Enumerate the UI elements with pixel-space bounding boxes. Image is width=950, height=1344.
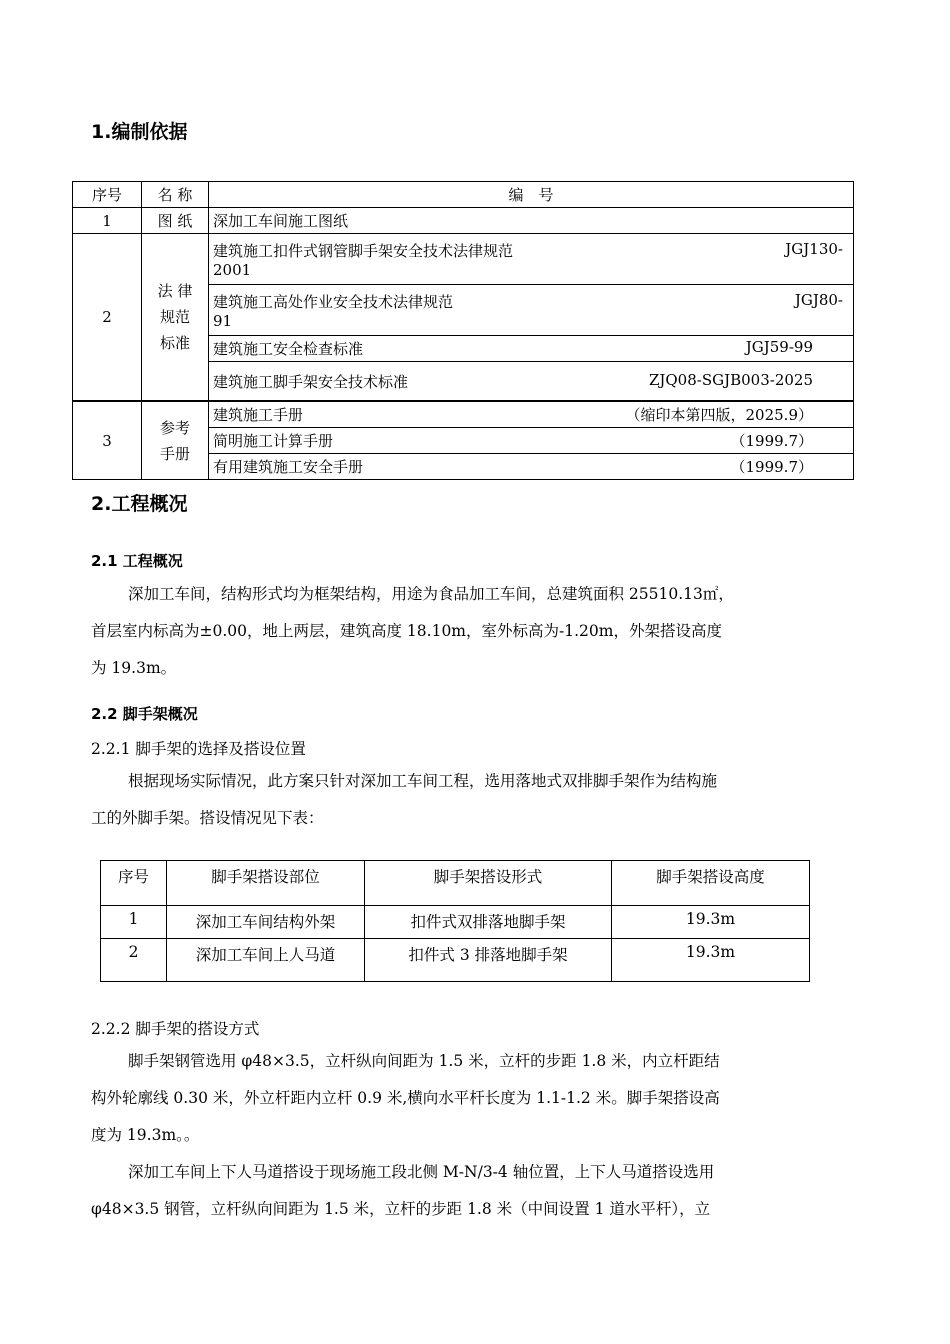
cell: 扣件式 3 排落地脚手架 bbox=[365, 939, 612, 982]
paragraph-line: 为 19.3m。 bbox=[91, 659, 177, 677]
header-cell: 脚手架搭设高度 bbox=[612, 861, 810, 906]
item-code: JGJ80- bbox=[794, 290, 843, 309]
cell: 扣件式双排落地脚手架 bbox=[365, 906, 612, 939]
cell: 2 bbox=[101, 939, 167, 982]
paragraph bbox=[91, 576, 871, 687]
header-cell: 名 称 bbox=[142, 182, 209, 208]
section-title: 2.工程概况 bbox=[91, 493, 188, 515]
cell-name bbox=[142, 401, 209, 480]
header-cell: 脚手架搭设形式 bbox=[365, 861, 612, 906]
cell-item bbox=[209, 454, 854, 480]
cell-item bbox=[209, 234, 854, 285]
table-row bbox=[73, 234, 854, 285]
scaffold-table bbox=[100, 860, 810, 982]
item-code-wrap: 91 bbox=[213, 311, 233, 330]
paragraph-line: 首层室内标高为±0.00，地上两层，建筑高度 18.10m，室外标高为-1.20m，外架搭设高度 bbox=[91, 622, 722, 640]
cell: 1 bbox=[101, 906, 167, 939]
header-cell: 编 号 bbox=[209, 182, 854, 208]
item-code: （1999.7） bbox=[730, 432, 813, 450]
cell-item bbox=[209, 285, 854, 336]
header-cell: 序号 bbox=[73, 182, 142, 208]
subsection-title: 2.2.2 脚手架的搭设方式 bbox=[91, 1020, 260, 1038]
subsection-title: 2.1 工程概况 bbox=[91, 552, 183, 570]
cell-no: 1 bbox=[73, 208, 142, 234]
header-cell: 序号 bbox=[101, 861, 167, 906]
subsection-title: 2.2.1 脚手架的选择及搭设位置 bbox=[91, 740, 306, 758]
header-cell: 脚手架搭设部位 bbox=[167, 861, 365, 906]
name-line: 规范 bbox=[159, 308, 190, 326]
cell-name: 图 纸 bbox=[142, 208, 209, 234]
paragraph-line: 工的外脚手架。搭设情况见下表： bbox=[91, 809, 324, 827]
name-line: 手册 bbox=[159, 444, 190, 463]
cell-item bbox=[209, 336, 854, 362]
cell: 19.3m bbox=[612, 906, 810, 939]
item-code-wrap: 2001 bbox=[213, 260, 252, 279]
name-line: 标准 bbox=[159, 334, 190, 352]
item-text: 建筑施工安全检查标准 bbox=[213, 340, 364, 358]
basis-table bbox=[72, 181, 854, 480]
cell-item bbox=[209, 428, 854, 454]
table-row bbox=[101, 939, 810, 982]
cell: 深加工车间结构外架 bbox=[167, 906, 365, 939]
paragraph-line: 构外轮廓线 0.30 米，外立杆距内立杆 0.9 米,横向水平杆长度为 1.1-1.2 米。脚手架搭设高 bbox=[91, 1089, 720, 1107]
table-row bbox=[73, 401, 854, 428]
cell-no: 3 bbox=[73, 401, 142, 480]
cell-item bbox=[209, 362, 854, 402]
item-code: （缩印本第四版，2025.9） bbox=[625, 406, 813, 424]
table-row bbox=[101, 906, 810, 939]
section-title: 1.编制依据 bbox=[91, 121, 188, 143]
table-row bbox=[73, 208, 854, 234]
item-text: 建筑施工手册 bbox=[213, 406, 304, 424]
item-text: 简明施工计算手册 bbox=[213, 432, 334, 450]
item-text: 建筑施工脚手架安全技术标准 bbox=[213, 372, 409, 391]
cell: 19.3m bbox=[612, 939, 810, 982]
cell-item bbox=[209, 401, 854, 428]
cell-no: 2 bbox=[73, 234, 142, 402]
item-text: 建筑施工扣件式钢管脚手架安全技术法律规范 bbox=[213, 241, 514, 260]
paragraph bbox=[91, 763, 871, 837]
cell-name bbox=[142, 234, 209, 402]
table-header-row bbox=[101, 861, 810, 906]
item-text: 建筑施工高处作业安全技术法律规范 bbox=[213, 292, 454, 311]
item-code: （1999.7） bbox=[730, 458, 813, 476]
paragraph-line: 深加工车间，结构形式均为框架结构，用途为食品加工车间，总建筑面积 25510.13㎡， bbox=[128, 585, 734, 603]
paragraph bbox=[91, 1043, 871, 1228]
paragraph-line: 根据现场实际情况，此方案只针对深加工车间工程，选用落地式双排脚手架作为结构施 bbox=[128, 772, 718, 790]
paragraph-line: φ48×3.5 钢管，立杆纵向间距为 1.5 米，立杆的步距 1.8 米（中间设置 1 道水平杆），立 bbox=[91, 1200, 711, 1218]
table-header-row bbox=[73, 182, 854, 208]
paragraph-line: 脚手架钢管选用 φ48×3.5，立杆纵向间距为 1.5 米，立杆的步距 1.8 米，内立杆距结 bbox=[128, 1052, 720, 1070]
subsection-title: 2.2 脚手架概况 bbox=[91, 705, 198, 723]
name-line: 法 律 bbox=[157, 282, 193, 300]
paragraph-line: 度为 19.3m。。 bbox=[91, 1126, 200, 1144]
cell: 深加工车间上人马道 bbox=[167, 939, 365, 982]
name-line: 参考 bbox=[159, 418, 190, 437]
item-text: 有用建筑施工安全手册 bbox=[213, 458, 364, 476]
paragraph-line: 深加工车间上下人马道搭设于现场施工段北侧 M-N/3-4 轴位置，上下人马道搭设选用 bbox=[128, 1163, 715, 1181]
item-code: ZJQ08-SGJB003-2025 bbox=[648, 370, 813, 389]
cell-item: 深加工车间施工图纸 bbox=[209, 208, 854, 234]
item-code: JGJ130- bbox=[785, 239, 843, 258]
item-code: JGJ59-99 bbox=[745, 338, 813, 356]
